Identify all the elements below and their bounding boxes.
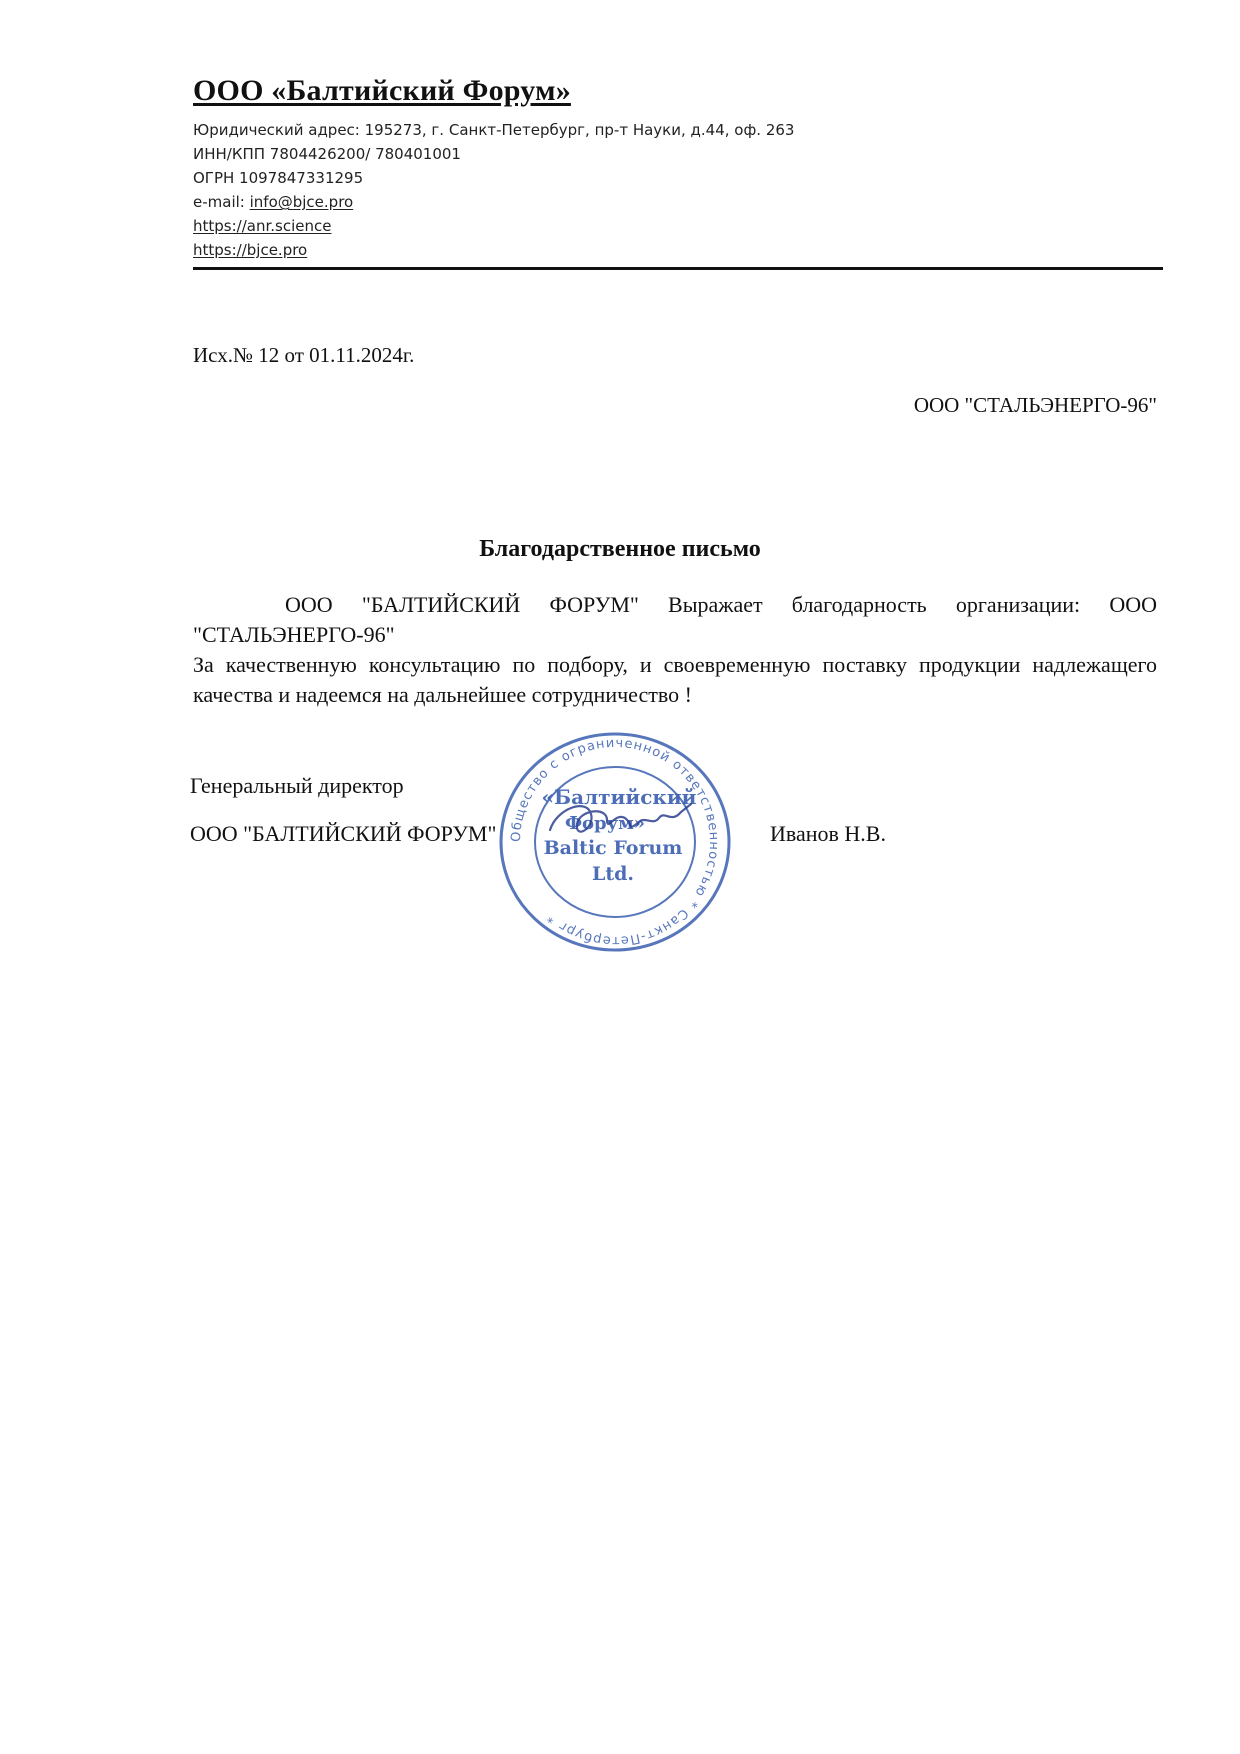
body-paragraph-1: ООО "БАЛТИЙСКИЙ ФОРУМ" Выражает благодарность организации: ООО "СТАЛЬЭНЕРГО-96" [193, 592, 1157, 647]
site-link-2[interactable]: https://bjce.pro [193, 241, 308, 259]
document-title: Благодарственное письмо [479, 536, 761, 562]
stamp-line-3: Baltic Forum [543, 837, 683, 859]
stamp-line-2: Форум» [564, 813, 646, 834]
site-link-1[interactable]: https://anr.science [193, 217, 332, 235]
company-name: ООО «Балтийский Форум» [193, 74, 571, 107]
inn-kpp: ИНН/КПП 7804426200/ 780401001 [193, 145, 461, 163]
legal-address: Юридический адрес: 195273, г. Санкт-Петербург, пр-т Науки, д.44, оф. 263 [193, 121, 795, 139]
signatory-name: Иванов Н.В. [770, 821, 886, 846]
site-line-1 [193, 214, 1173, 238]
letter-body [193, 590, 1157, 710]
ogrn: ОГРН 1097847331295 [193, 169, 364, 187]
letterhead-divider [193, 267, 1163, 270]
site-line-2 [193, 238, 1173, 262]
email-link[interactable]: info@bjce.pro [249, 193, 354, 211]
stamp-line-4: Ltd. [591, 863, 635, 885]
signatory-organization: ООО "БАЛТИЙСКИЙ ФОРУМ" [190, 821, 497, 846]
stamp-ring-text: Общество с ограниченной ответственностью * Санкт-Петербург * [508, 735, 722, 949]
letterhead [193, 74, 1173, 262]
addressee: ООО "СТАЛЬЭНЕРГО-96" [913, 393, 1157, 417]
email-label: e-mail: [193, 193, 250, 211]
body-paragraph-2: За качественную консультацию по подбору, и своевременную поставку продукции надлежащего качества и надеемся на дальнейшее сотрудничество ! [193, 652, 1157, 707]
company-stamp [495, 728, 735, 956]
outgoing-reference: Исх.№ 12 от 01.11.2024г. [193, 343, 415, 367]
email-line [193, 190, 1173, 214]
stamp-line-1: «Балтийский [541, 785, 697, 809]
signatory-position: Генеральный директор [190, 773, 404, 798]
